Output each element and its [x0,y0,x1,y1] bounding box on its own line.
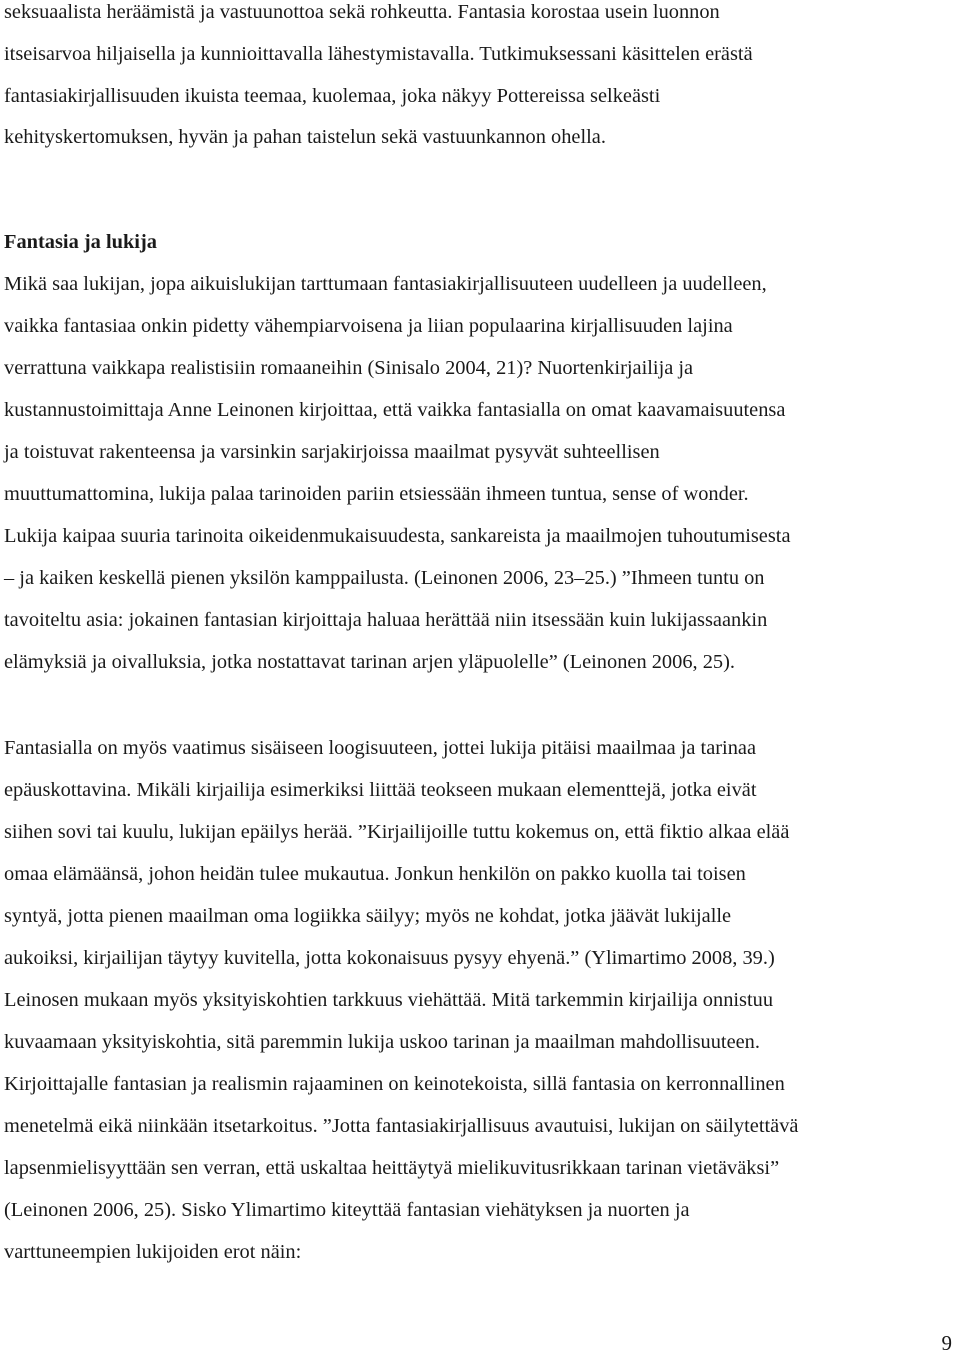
text-line: itseisarvoa hiljaisella ja kunnioittavalla lähestymistavalla. Tutkimuksessani käsittelen erästä [4,43,753,65]
text-line: elämyksiä ja oivalluksia, jotka nostattavat tarinan arjen yläpuolelle” (Leinonen 2006, 25). [4,651,735,673]
text-line: vaikka fantasiaa onkin pidetty vähempiarvoisena ja liian populaarina kirjallisuuden lajina [4,315,733,337]
text-line: lapsenmielisyyttään sen verran, että uskaltaa heittäytyä mielikuvitusrikkaan tarinan vietäväksi” [4,1157,780,1179]
text-line: Kirjoittajalle fantasian ja realismin rajaaminen on keinotekoista, sillä fantasia on kerronnallinen [4,1073,785,1095]
text-line: menetelmä eikä niinkään itsetarkoitus. ”Jotta fantasiakirjallisuus avautuisi, lukijan on säilytettävä [4,1115,799,1137]
text-line: tavoiteltu asia: jokainen fantasian kirjoittaja haluaa herättää niin itsessään kuin lukijassaankin [4,609,768,631]
page-number: 9 [941,1331,952,1355]
text-line: kustannustoimittaja Anne Leinonen kirjoittaa, että vaikka fantasialla on omat kaavamaisuutensa [4,399,786,421]
text-line: – ja kaiken keskellä pienen yksilön kamppailusta. (Leinonen 2006, 23–25.) ”Ihmeen tuntu on [4,567,765,589]
text-line: aukoiksi, kirjailijan täytyy kuvitella, jotta kokonaisuus pysyy ehyenä.” (Ylimartimo 2008, 39.) [4,947,775,969]
text-line: omaa elämäänsä, johon heidän tulee mukautua. Jonkun henkilön on pakko kuolla tai toisen [4,863,746,885]
text-line: muuttumattomina, lukija palaa tarinoiden pariin etsiessään ihmeen tuntua, sense of wonder. [4,483,749,505]
text-line: Mikä saa lukijan, jopa aikuislukijan tarttumaan fantasiakirjallisuuteen uudelleen ja uudelleen, [4,273,767,295]
text-line: kehityskertomuksen, hyvän ja pahan taistelun sekä vastuunkannon ohella. [4,126,606,148]
text-line: verrattuna vaikkapa realistisiin romaaneihin (Sinisalo 2004, 21)? Nuortenkirjailija ja [4,357,694,379]
text-line: Lukija kaipaa suuria tarinoita oikeidenmukaisuudesta, sankareista ja maailmojen tuhoutumisesta [4,525,791,547]
text-line: varttuneempien lukijoiden erot näin: [4,1241,302,1263]
text-line: seksuaalista heräämistä ja vastuunottoa sekä rohkeutta. Fantasia korostaa usein luonnon [4,1,720,23]
section-heading: Fantasia ja lukija [4,231,157,253]
text-line: siihen sovi tai kuulu, lukijan epäilys herää. ”Kirjailijoille tuttu kokemus on, että fiktio alkaa elää [4,821,790,843]
text-line: epäuskottavina. Mikäli kirjailija esimerkiksi liittää teokseen mukaan elementtejä, jotka eivät [4,779,757,801]
text-line: kuvaamaan yksityiskohtia, sitä paremmin lukija uskoo tarinan ja maailman mahdollisuuteen. [4,1031,760,1053]
text-line: Leinosen mukaan myös yksityiskohtien tarkkuus viehättää. Mitä tarkemmin kirjailija onnistuu [4,989,774,1011]
text-line: syntyä, jotta pienen maailman oma logiikka säilyy; myös ne kohdat, jotka jäävät lukijalle [4,905,732,927]
text-line: fantasiakirjallisuuden ikuista teemaa, kuolemaa, joka näkyy Pottereissa selkeästi [4,85,661,107]
text-line: Fantasialla on myös vaatimus sisäiseen loogisuuteen, jottei lukija pitäisi maailmaa ja tarinaa [4,737,757,759]
text-line: (Leinonen 2006, 25). Sisko Ylimartimo kiteyttää fantasian viehätyksen ja nuorten ja [4,1199,690,1221]
text-line: ja toistuvat rakenteensa ja varsinkin sarjakirjoissa maailmat pysyvät suhteellisen [4,441,660,463]
